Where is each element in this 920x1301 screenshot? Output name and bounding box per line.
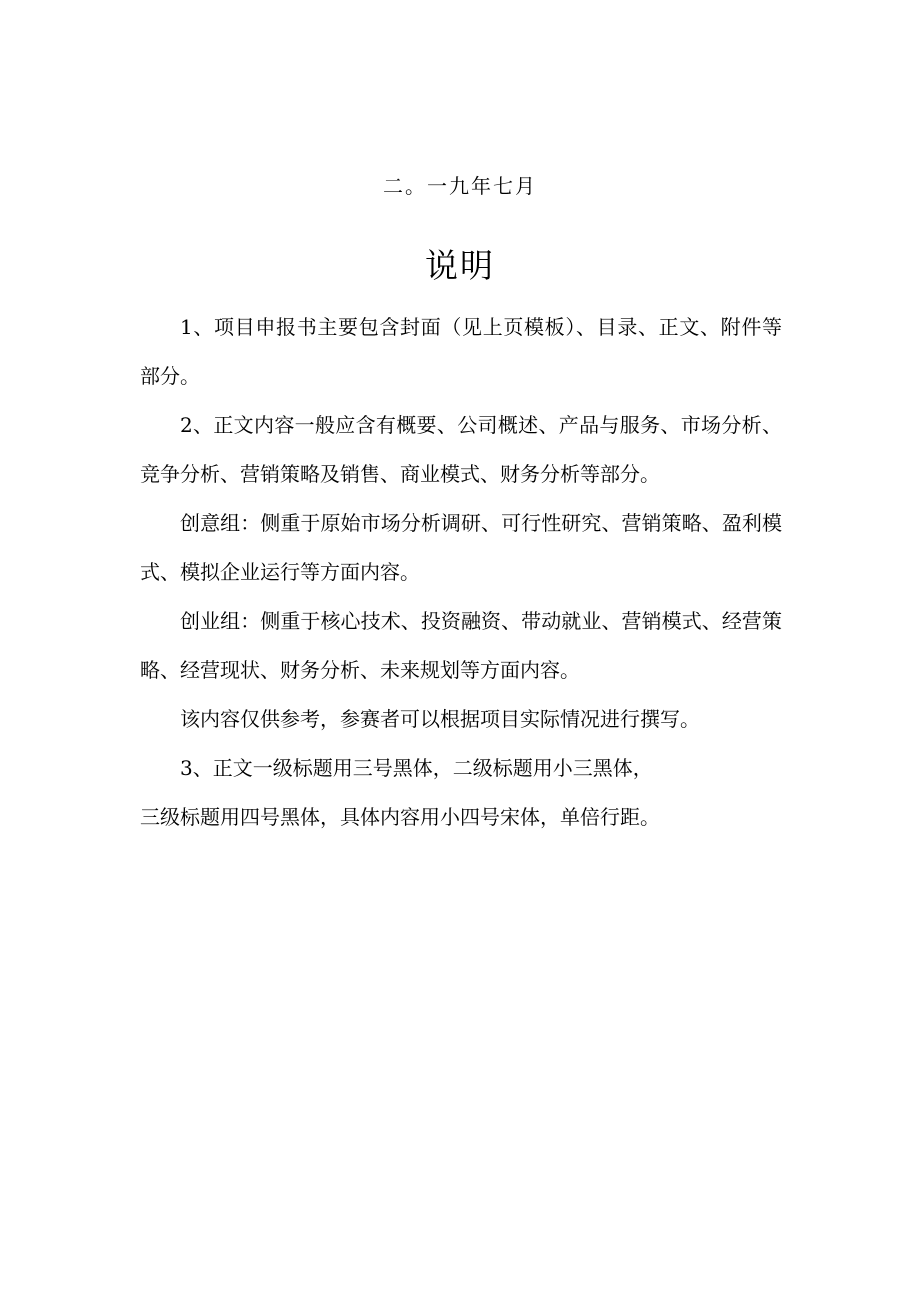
- document-title: 说明: [425, 246, 495, 285]
- paragraph-3: [140, 744, 782, 842]
- paragraph-2: 2、正文内容一般应含有概要、公司概述、产品与服务、市场分析、竞争分析、营销策略及销售、商业模式、财务分析等部分。: [140, 413, 782, 486]
- document-date: 二。一九年七月: [383, 174, 537, 198]
- document-body: [140, 303, 782, 842]
- paragraph-creative-group: 创意组：侧重于原始市场分析调研、可行性研究、营销策略、盈利模式、模拟企业运行等方面内容。: [140, 511, 782, 584]
- paragraph-3-line-1: 3、正文一级标题用三号黑体，二级标题用小三黑体，: [180, 756, 653, 780]
- paragraph-reference-note: 该内容仅供参考，参赛者可以根据项目实际情况进行撰写。: [180, 707, 700, 731]
- paragraph-startup-group: 创业组：侧重于核心技术、投资融资、带动就业、营销模式、经营策略、经营现状、财务分析、未来规划等方面内容。: [140, 609, 782, 682]
- paragraph-1: 1、项目申报书主要包含封面（见上页模板）、目录、正文、附件等部分。: [140, 315, 782, 388]
- paragraph-3-line-2: 三级标题用四号黑体，具体内容用小四号宋体，单倍行距。: [140, 805, 660, 829]
